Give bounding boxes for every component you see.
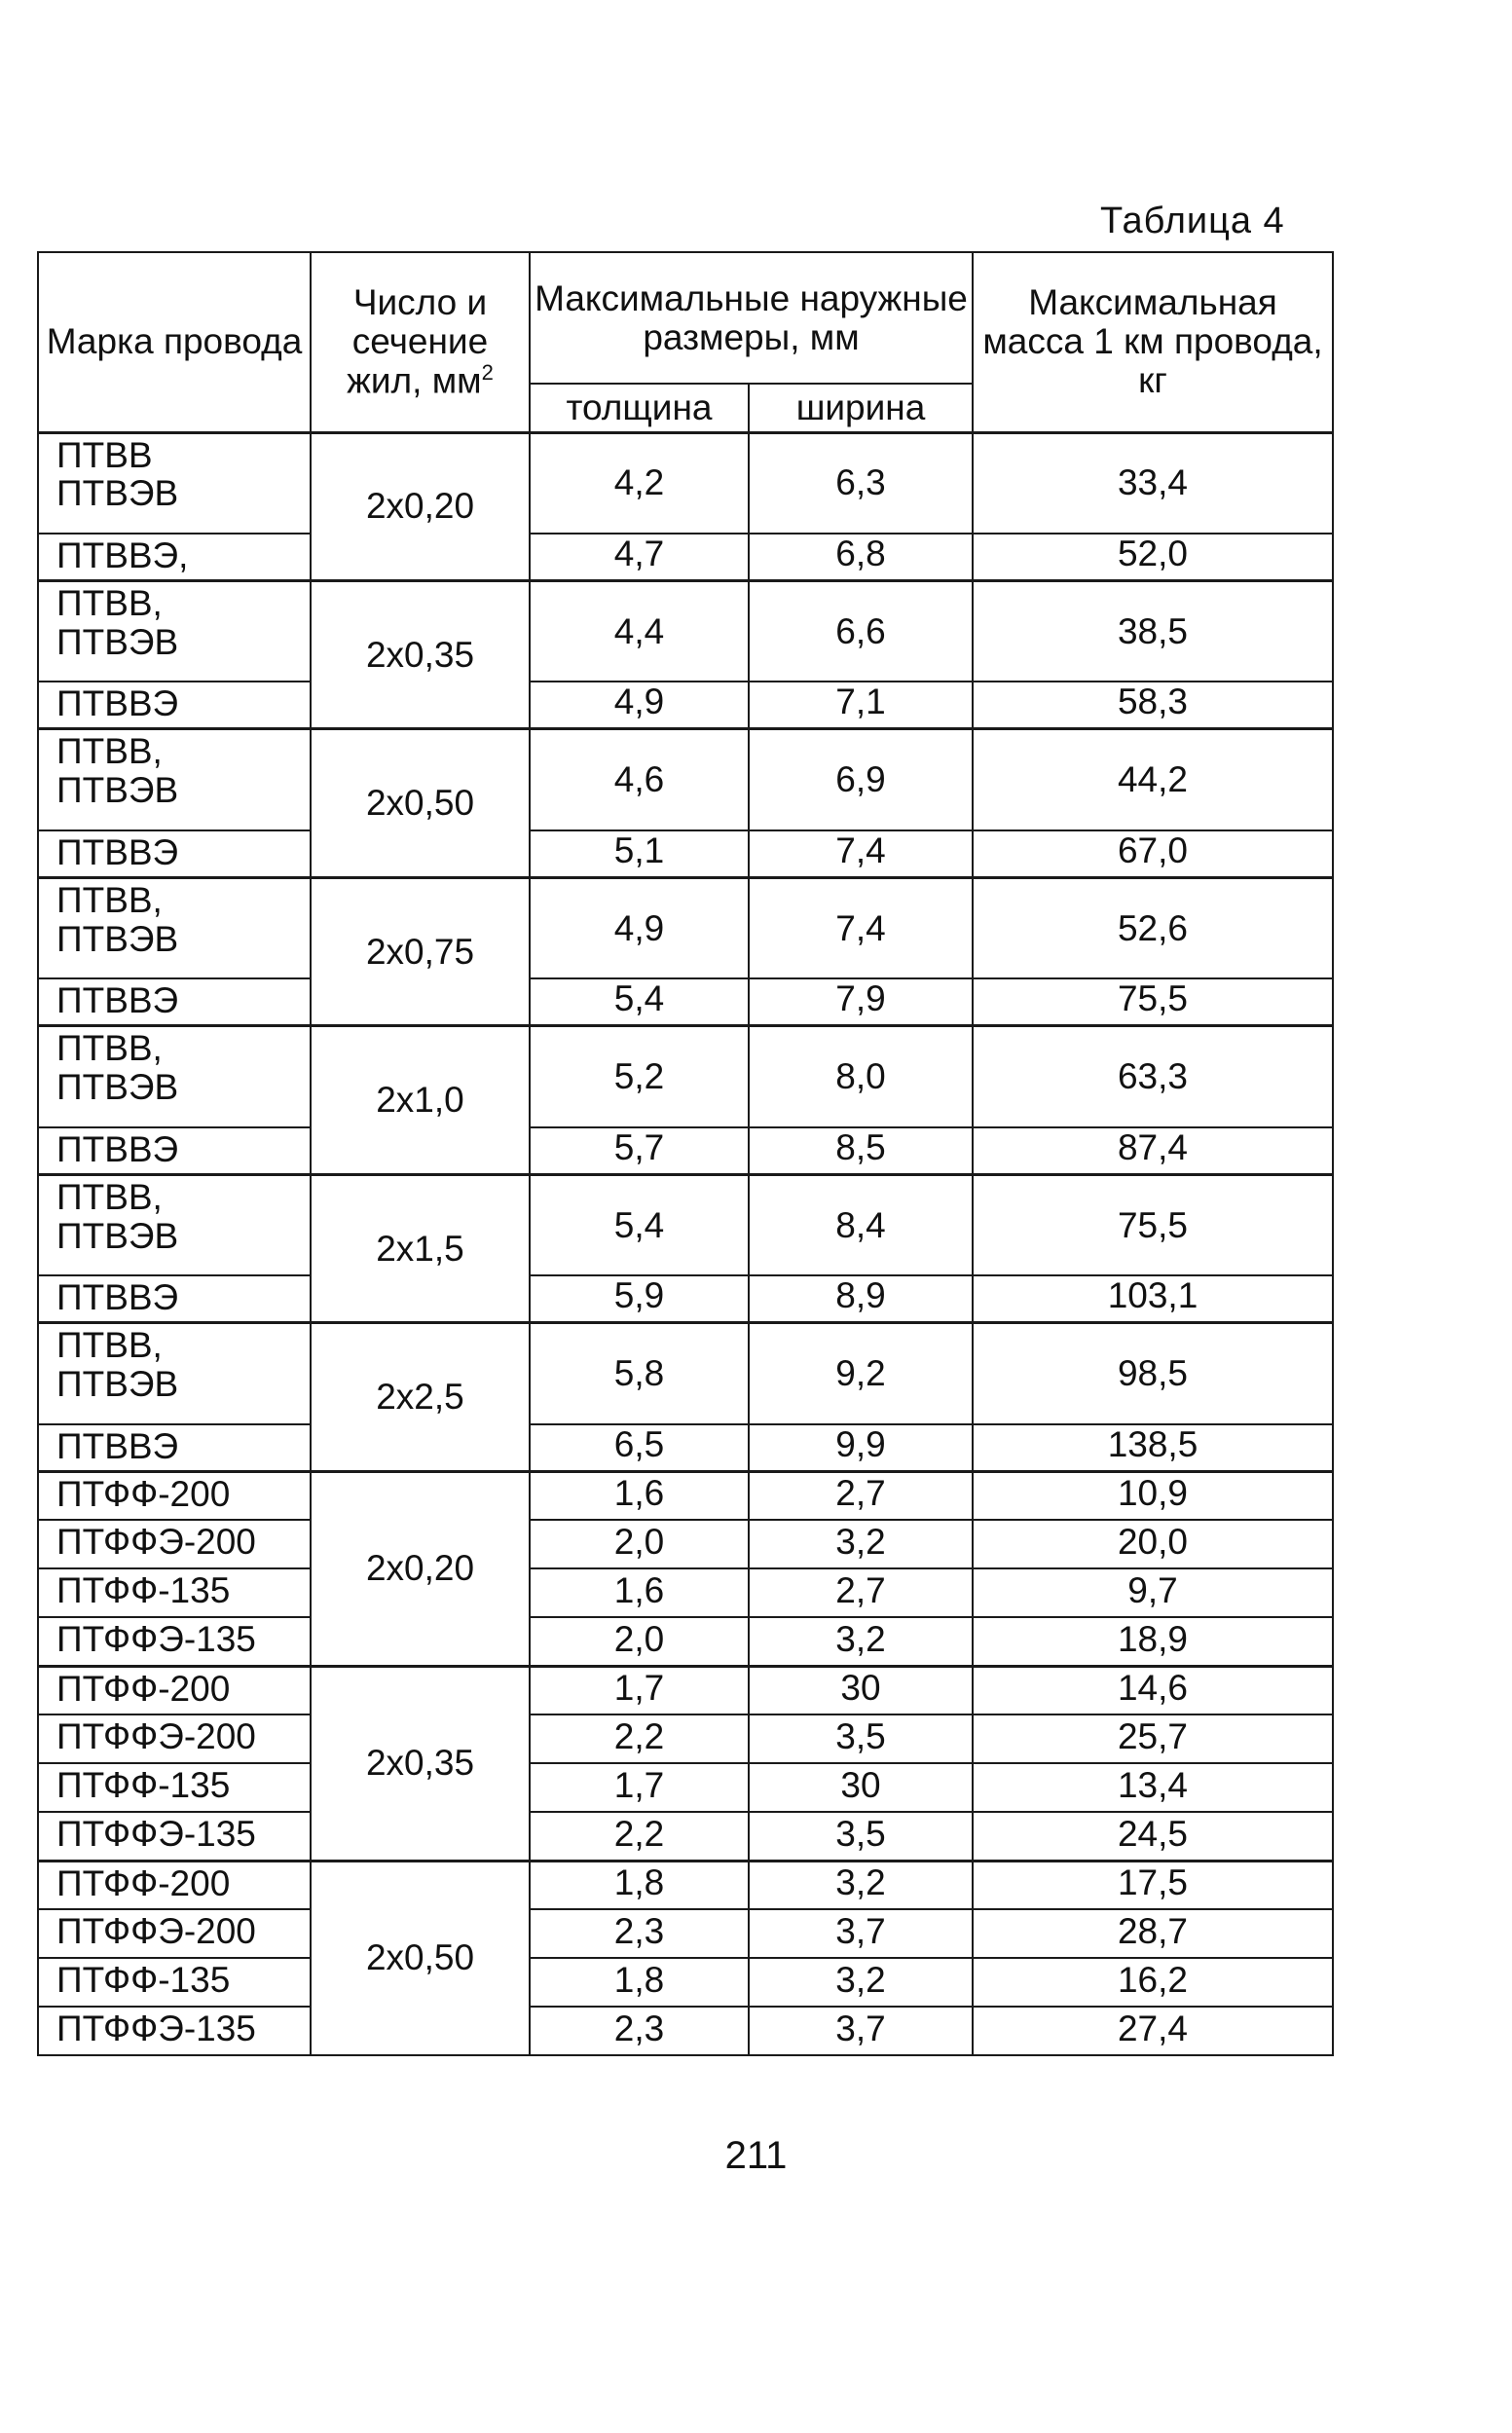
cell-mass: 9,7 — [973, 1568, 1333, 1617]
cell-mass: 17,5 — [973, 1861, 1333, 1909]
cell-mass: 27,4 — [973, 2007, 1333, 2055]
cell-mass: 87,4 — [973, 1127, 1333, 1174]
table-row — [38, 1520, 1333, 1568]
cell-width: 8,9 — [749, 1275, 973, 1322]
cell-width: 7,4 — [749, 830, 973, 877]
table-row — [38, 1812, 1333, 1861]
cell-thickness: 2,2 — [530, 1812, 749, 1861]
cell-mass: 75,5 — [973, 1174, 1333, 1275]
cell-mass: 18,9 — [973, 1617, 1333, 1666]
table-row — [38, 1714, 1333, 1763]
cell-thickness: 4,6 — [530, 729, 749, 830]
cell-thickness: 5,2 — [530, 1026, 749, 1127]
cell-thickness: 1,8 — [530, 1861, 749, 1909]
cell-section: 2x0,20 — [311, 1471, 530, 1666]
cell-section: 2x0,20 — [311, 432, 530, 580]
cell-mass: 98,5 — [973, 1323, 1333, 1424]
cell-thickness: 1,7 — [530, 1666, 749, 1714]
cell-mark: ПТВВЭ — [38, 830, 311, 877]
cell-width: 6,8 — [749, 534, 973, 580]
cell-width: 3,2 — [749, 1861, 973, 1909]
cell-mark: ПТВВ, ПТВЭВ — [38, 1026, 311, 1127]
cell-mark: ПТВВ, ПТВЭВ — [38, 1174, 311, 1275]
cell-mass: 63,3 — [973, 1026, 1333, 1127]
wire-dimensions-table — [37, 251, 1334, 2056]
cell-mass: 138,5 — [973, 1424, 1333, 1471]
cell-mass: 28,7 — [973, 1909, 1333, 1958]
cell-width: 30 — [749, 1763, 973, 1812]
cell-width: 9,9 — [749, 1424, 973, 1471]
table-row — [38, 682, 1333, 728]
cell-section: 2x2,5 — [311, 1323, 530, 1471]
cell-width: 30 — [749, 1666, 973, 1714]
cell-width: 3,7 — [749, 2007, 973, 2055]
cell-width: 7,9 — [749, 978, 973, 1025]
table-row — [38, 1275, 1333, 1322]
cell-thickness: 2,0 — [530, 1617, 749, 1666]
cell-mark: ПТФФ-200 — [38, 1666, 311, 1714]
cell-thickness: 4,2 — [530, 432, 749, 534]
cell-mass: 52,6 — [973, 877, 1333, 978]
header-mass: Максимальная масса 1 км провода, кг — [973, 252, 1333, 432]
cell-section: 2x0,75 — [311, 877, 530, 1025]
cell-mark: ПТВВЭ — [38, 1275, 311, 1322]
cell-thickness: 2,0 — [530, 1520, 749, 1568]
cell-thickness: 4,7 — [530, 534, 749, 580]
cell-section: 2x1,5 — [311, 1174, 530, 1322]
cell-mark: ПТВВЭ — [38, 1127, 311, 1174]
cell-width: 3,5 — [749, 1714, 973, 1763]
table-row — [38, 1174, 1333, 1275]
cell-thickness: 4,9 — [530, 877, 749, 978]
cell-mass: 20,0 — [973, 1520, 1333, 1568]
cell-section: 2x0,50 — [311, 729, 530, 877]
cell-mass: 75,5 — [973, 978, 1333, 1025]
cell-section: 2x0,50 — [311, 1861, 530, 2055]
table-row — [38, 1568, 1333, 1617]
cell-thickness: 5,7 — [530, 1127, 749, 1174]
page-number: 211 — [724, 2134, 788, 2177]
cell-width: 3,2 — [749, 1617, 973, 1666]
cell-mark: ПТФФ-135 — [38, 1568, 311, 1617]
cell-width: 2,7 — [749, 1568, 973, 1617]
cell-mark: ПТФФ-200 — [38, 1471, 311, 1520]
cell-mark: ПТВВ, ПТВЭВ — [38, 1323, 311, 1424]
table-row — [38, 1617, 1333, 1666]
cell-mark: ПТФФЭ-135 — [38, 1617, 311, 1666]
cell-section: 2x1,0 — [311, 1026, 530, 1174]
cell-width: 3,2 — [749, 1958, 973, 2007]
table-row — [38, 1909, 1333, 1958]
cell-thickness: 4,4 — [530, 580, 749, 682]
table-row — [38, 1958, 1333, 2007]
table-body — [38, 432, 1333, 2055]
cell-mark: ПТФФЭ-135 — [38, 1812, 311, 1861]
cell-width: 8,4 — [749, 1174, 973, 1275]
header-dimensions: Максимальные наружные размеры, мм — [530, 252, 973, 384]
table-row — [38, 1471, 1333, 1520]
table-row — [38, 432, 1333, 534]
cell-width: 8,0 — [749, 1026, 973, 1127]
table-row — [38, 580, 1333, 682]
table-row — [38, 1026, 1333, 1127]
header-section-text: Число и сечение жил, мм — [347, 282, 489, 401]
cell-thickness: 2,3 — [530, 1909, 749, 1958]
cell-width: 3,2 — [749, 1520, 973, 1568]
cell-thickness: 2,3 — [530, 2007, 749, 2055]
cell-thickness: 1,8 — [530, 1958, 749, 2007]
table-caption: Таблица 4 — [1100, 201, 1285, 241]
table-row — [38, 2007, 1333, 2055]
cell-mark: ПТВВЭ — [38, 978, 311, 1025]
cell-mark: ПТФФ-200 — [38, 1861, 311, 1909]
table-row — [38, 1127, 1333, 1174]
cell-width: 8,5 — [749, 1127, 973, 1174]
cell-mass: 67,0 — [973, 830, 1333, 877]
cell-thickness: 1,6 — [530, 1568, 749, 1617]
table-row — [38, 1666, 1333, 1714]
cell-mass: 10,9 — [973, 1471, 1333, 1520]
cell-thickness: 5,8 — [530, 1323, 749, 1424]
cell-mass: 58,3 — [973, 682, 1333, 728]
table-row — [38, 1323, 1333, 1424]
cell-thickness: 4,9 — [530, 682, 749, 728]
table-header — [38, 252, 1333, 432]
header-width: ширина — [749, 384, 973, 432]
cell-mass: 33,4 — [973, 432, 1333, 534]
cell-mark: ПТВВ, ПТВЭВ — [38, 729, 311, 830]
cell-mass: 13,4 — [973, 1763, 1333, 1812]
cell-thickness: 1,6 — [530, 1471, 749, 1520]
header-thickness: толщина — [530, 384, 749, 432]
cell-thickness: 5,9 — [530, 1275, 749, 1322]
cell-thickness: 1,7 — [530, 1763, 749, 1812]
cell-mass: 38,5 — [973, 580, 1333, 682]
cell-mass: 24,5 — [973, 1812, 1333, 1861]
cell-mass: 25,7 — [973, 1714, 1333, 1763]
cell-section: 2x0,35 — [311, 580, 530, 728]
cell-width: 3,7 — [749, 1909, 973, 1958]
cell-mark: ПТФФЭ-200 — [38, 1714, 311, 1763]
cell-width: 3,5 — [749, 1812, 973, 1861]
cell-width: 2,7 — [749, 1471, 973, 1520]
cell-width: 9,2 — [749, 1323, 973, 1424]
cell-mass: 52,0 — [973, 534, 1333, 580]
table-row — [38, 877, 1333, 978]
cell-thickness: 2,2 — [530, 1714, 749, 1763]
cell-width: 7,4 — [749, 877, 973, 978]
cell-mark: ПТВВЭ — [38, 682, 311, 728]
cell-mark: ПТФФ-135 — [38, 1763, 311, 1812]
cell-thickness: 5,1 — [530, 830, 749, 877]
cell-width: 6,9 — [749, 729, 973, 830]
table-row — [38, 534, 1333, 580]
cell-width: 6,3 — [749, 432, 973, 534]
table-row — [38, 978, 1333, 1025]
cell-mark: ПТВВЭ — [38, 1424, 311, 1471]
cell-thickness: 5,4 — [530, 978, 749, 1025]
cell-thickness: 6,5 — [530, 1424, 749, 1471]
cell-mark: ПТФФЭ-135 — [38, 2007, 311, 2055]
cell-mass: 44,2 — [973, 729, 1333, 830]
table-row — [38, 1763, 1333, 1812]
cell-mark: ПТВВ ПТВЭВ — [38, 432, 311, 534]
cell-mass: 14,6 — [973, 1666, 1333, 1714]
cell-width: 6,6 — [749, 580, 973, 682]
header-section-sup: 2 — [481, 360, 494, 386]
cell-mark: ПТВВ, ПТВЭВ — [38, 580, 311, 682]
cell-section: 2x0,35 — [311, 1666, 530, 1861]
header-mark: Марка провода — [38, 252, 311, 432]
cell-mark: ПТВВЭ, — [38, 534, 311, 580]
cell-mark: ПТФФЭ-200 — [38, 1520, 311, 1568]
cell-mark: ПТВВ, ПТВЭВ — [38, 877, 311, 978]
table-row — [38, 1424, 1333, 1471]
cell-width: 7,1 — [749, 682, 973, 728]
cell-mass: 103,1 — [973, 1275, 1333, 1322]
cell-mark: ПТФФ-135 — [38, 1958, 311, 2007]
cell-thickness: 5,4 — [530, 1174, 749, 1275]
table-row — [38, 729, 1333, 830]
data-table-container — [37, 251, 1332, 2056]
cell-mark: ПТФФЭ-200 — [38, 1909, 311, 1958]
header-section — [311, 252, 530, 432]
cell-mass: 16,2 — [973, 1958, 1333, 2007]
table-row — [38, 1861, 1333, 1909]
table-row — [38, 830, 1333, 877]
